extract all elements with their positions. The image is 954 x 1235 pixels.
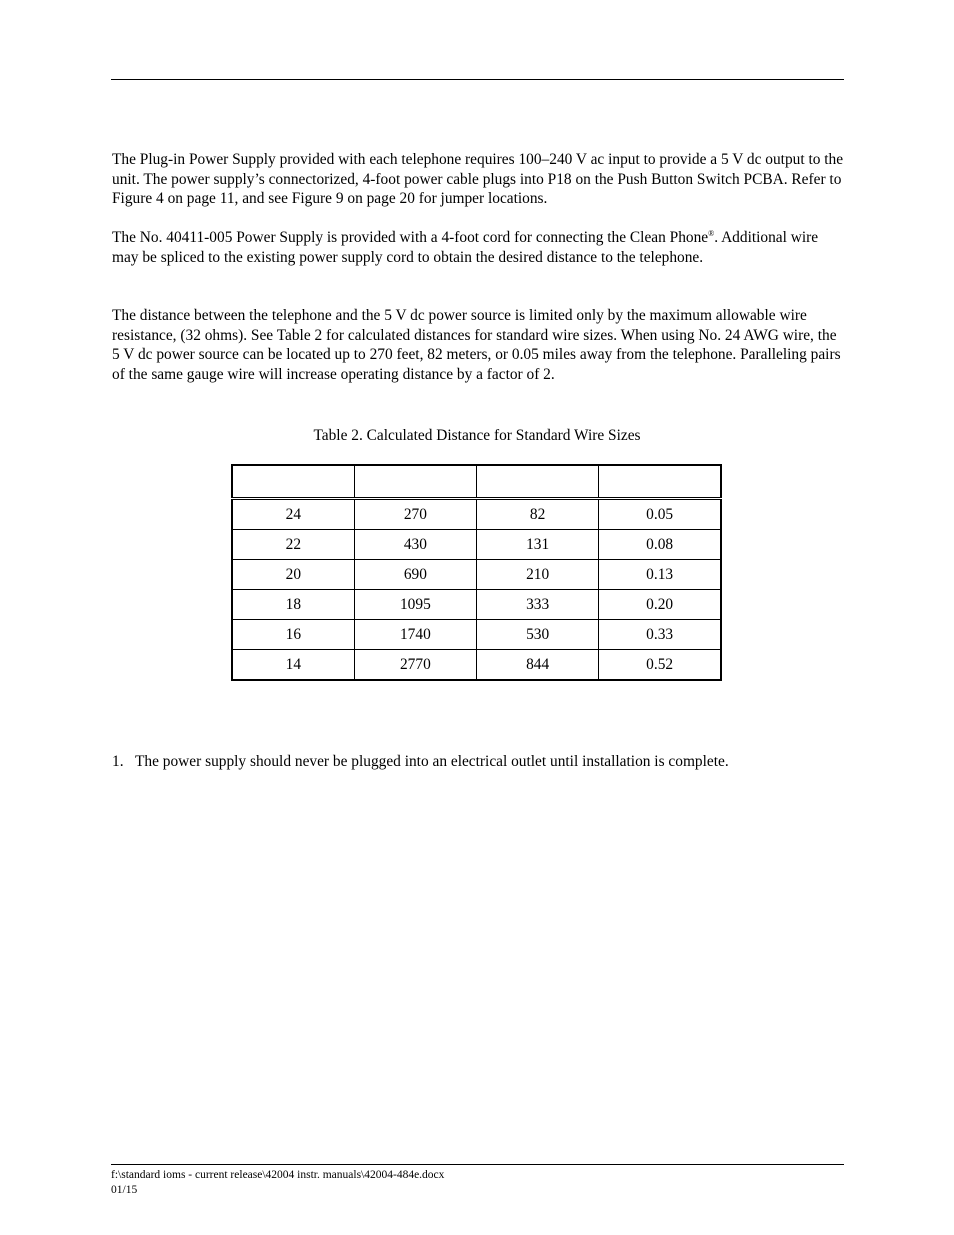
table-row bbox=[232, 620, 721, 650]
table-cell: 844 bbox=[477, 650, 599, 681]
table-cell: 82 bbox=[477, 499, 599, 530]
wire-distance-table bbox=[231, 464, 722, 681]
table-row bbox=[232, 499, 721, 530]
table-header-row bbox=[232, 465, 721, 499]
table-cell: 690 bbox=[354, 560, 476, 590]
table-cell: 210 bbox=[477, 560, 599, 590]
power-cord-paragraph bbox=[112, 228, 846, 267]
table-cell: 18 bbox=[232, 590, 354, 620]
table-row bbox=[232, 530, 721, 560]
table-cell: 0.13 bbox=[599, 560, 721, 590]
footer-rule bbox=[111, 1164, 844, 1165]
power-cord-text-end: . Additional wire may be spliced to the existing power supply cord to obtain the desired distance to the telephone. bbox=[112, 229, 819, 266]
footer-date: 01/15 bbox=[111, 1184, 138, 1196]
table-cell: 22 bbox=[232, 530, 354, 560]
table-cell: 270 bbox=[354, 499, 476, 530]
table-cell: 0.33 bbox=[599, 620, 721, 650]
table-cell: 430 bbox=[354, 530, 476, 560]
table-row bbox=[232, 650, 721, 681]
registered-mark: ® bbox=[708, 228, 715, 238]
table-header-cell bbox=[477, 465, 599, 499]
table-row bbox=[232, 560, 721, 590]
table-cell: 0.20 bbox=[599, 590, 721, 620]
table-header-cell bbox=[599, 465, 721, 499]
table-cell: 24 bbox=[232, 499, 354, 530]
distance-paragraph: The distance between the telephone and the 5 V dc power source is limited only by the maximum allowable wire resistance, (32 ohms). See Table 2 for calculated distances for standard wire sizes. When using No. 24 AWG wire, the 5 V dc power source can be located up to 270 feet, 82 meters, or 0.05 miles away from the telephone. Paralleling pairs of the same gauge wire will increase operating distance by a factor of 2. bbox=[112, 307, 841, 383]
table-cell: 0.52 bbox=[599, 650, 721, 681]
table-header-cell bbox=[232, 465, 354, 499]
table-cell: 0.05 bbox=[599, 499, 721, 530]
table-cell: 14 bbox=[232, 650, 354, 681]
footer-file-path: f:\standard ioms - current release\42004 instr. manuals\42004-484e.docx bbox=[111, 1169, 445, 1181]
table-header-cell bbox=[354, 465, 476, 499]
note-text: The power supply should never be plugged into an electrical outlet until installation is complete. bbox=[135, 753, 729, 770]
table-cell: 1740 bbox=[354, 620, 476, 650]
header-rule bbox=[111, 79, 844, 80]
table-cell: 20 bbox=[232, 560, 354, 590]
table-row bbox=[232, 590, 721, 620]
installation-note bbox=[112, 752, 846, 772]
table-cell: 0.08 bbox=[599, 530, 721, 560]
power-supply-paragraph: The Plug-in Power Supply provided with each telephone requires 100–240 V ac input to provide a 5 V dc output to the unit. The power supply’s connectorized, 4-foot power cable plugs into P18 on the Push Button Switch PCBA. Refer to Figure 4 on page 11, and see Figure 9 on page 20 for jumper locations. bbox=[112, 151, 844, 208]
note-number: 1. bbox=[112, 753, 124, 770]
table-cell: 2770 bbox=[354, 650, 476, 681]
table-cell: 1095 bbox=[354, 590, 476, 620]
page-footer bbox=[111, 1168, 444, 1198]
table-cell: 16 bbox=[232, 620, 354, 650]
table-caption: Table 2. Calculated Distance for Standard Wire Sizes bbox=[313, 427, 641, 444]
table-cell: 131 bbox=[477, 530, 599, 560]
table-cell: 333 bbox=[477, 590, 599, 620]
table-cell: 530 bbox=[477, 620, 599, 650]
power-cord-text-start: The No. 40411-005 Power Supply is provided with a 4-foot cord for connecting the Clean Phone bbox=[112, 229, 709, 246]
